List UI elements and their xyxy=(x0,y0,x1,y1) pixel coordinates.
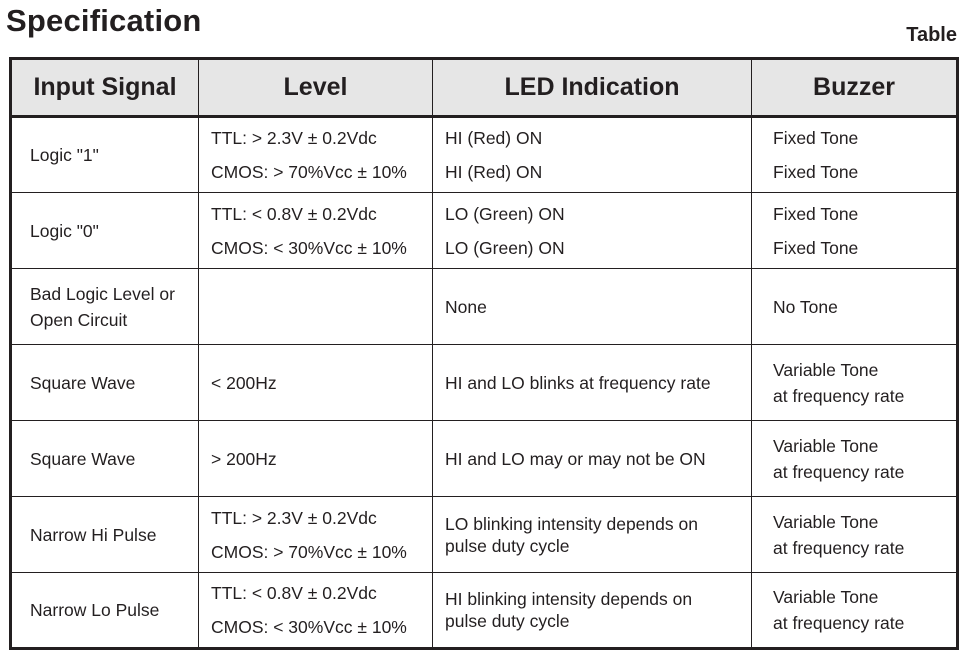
table-row xyxy=(11,573,958,649)
table-label: Table xyxy=(906,24,957,46)
led-line: pulse duty cycle xyxy=(445,535,570,556)
table-row xyxy=(11,117,958,193)
buzzer-line: Variable Tone xyxy=(773,359,879,380)
table-row xyxy=(11,193,958,269)
cell-led-indication xyxy=(433,193,752,269)
cell-led-indication: HI and LO blinks at frequency rate xyxy=(433,345,752,421)
cell-led-indication xyxy=(433,497,752,573)
cell-led-indication: HI and LO may or may not be ON xyxy=(433,421,752,497)
buzzer-line: Variable Tone xyxy=(773,587,879,607)
cell-input-signal: Square Wave xyxy=(11,345,199,421)
level-line: CMOS: > 70%Vcc ± 10% xyxy=(211,541,407,562)
cell-level xyxy=(199,497,433,573)
led-line: HI (Red) ON xyxy=(445,128,543,148)
level-line: TTL: > 2.3V ± 0.2Vdc xyxy=(211,507,377,528)
cell-level xyxy=(199,117,433,193)
cell-level xyxy=(199,573,433,649)
cell-level xyxy=(199,193,433,269)
cell-input-signal: Logic "0" xyxy=(11,193,199,269)
cell-buzzer xyxy=(752,497,958,573)
cell-input-signal: Square Wave xyxy=(11,421,199,497)
header-input-signal: Input Signal xyxy=(11,59,199,117)
cell-buzzer xyxy=(752,345,958,421)
page-title: Specification xyxy=(6,3,202,38)
led-line: LO (Green) ON xyxy=(445,203,565,224)
level-line: TTL: < 0.8V ± 0.2Vdc xyxy=(211,583,377,603)
buzzer-line: Fixed Tone xyxy=(773,162,859,182)
level-line: TTL: < 0.8V ± 0.2Vdc xyxy=(211,203,377,224)
led-line: pulse duty cycle xyxy=(445,611,570,631)
cell-input-signal: Narrow Lo Pulse xyxy=(11,573,199,649)
cell-input-signal: Narrow Hi Pulse xyxy=(11,497,199,573)
header-led-indication: LED Indication xyxy=(433,59,752,117)
buzzer-line: Variable Tone xyxy=(773,511,879,532)
header-row xyxy=(11,59,958,117)
header-level: Level xyxy=(199,59,433,117)
buzzer-line: Fixed Tone xyxy=(773,128,859,148)
cell-buzzer xyxy=(752,117,958,193)
cell-led-indication xyxy=(433,117,752,193)
buzzer-line: at frequency rate xyxy=(773,613,905,633)
buzzer-line: Fixed Tone xyxy=(773,237,859,258)
led-line: LO (Green) ON xyxy=(445,237,565,258)
level-line: CMOS: > 70%Vcc ± 10% xyxy=(211,162,407,182)
cell-level: > 200Hz xyxy=(199,421,433,497)
cell-buzzer xyxy=(752,573,958,649)
level-line: TTL: > 2.3V ± 0.2Vdc xyxy=(211,128,377,148)
signal-line: Open Circuit xyxy=(30,309,128,330)
cell-buzzer: No Tone xyxy=(752,269,958,345)
cell-level: < 200Hz xyxy=(199,345,433,421)
buzzer-line: at frequency rate xyxy=(773,385,905,406)
led-line: HI (Red) ON xyxy=(445,162,543,182)
buzzer-line: at frequency rate xyxy=(773,537,905,558)
led-line: HI blinking intensity depends on xyxy=(445,589,693,609)
buzzer-line: Variable Tone xyxy=(773,435,879,456)
table-row xyxy=(11,269,958,345)
cell-buzzer xyxy=(752,193,958,269)
buzzer-line: Fixed Tone xyxy=(773,203,859,224)
buzzer-line: at frequency rate xyxy=(773,461,905,482)
table-row xyxy=(11,497,958,573)
table-row xyxy=(11,345,958,421)
led-line: LO blinking intensity depends on xyxy=(445,513,698,534)
level-line: CMOS: < 30%Vcc ± 10% xyxy=(211,617,407,637)
cell-buzzer xyxy=(752,421,958,497)
cell-led-indication: None xyxy=(433,269,752,345)
level-line: CMOS: < 30%Vcc ± 10% xyxy=(211,237,407,258)
cell-led-indication xyxy=(433,573,752,649)
header-buzzer: Buzzer xyxy=(752,59,958,117)
cell-input-signal xyxy=(11,269,199,345)
cell-input-signal: Logic "1" xyxy=(11,117,199,193)
table-row xyxy=(11,421,958,497)
cell-level xyxy=(199,269,433,345)
signal-line: Bad Logic Level or xyxy=(30,283,175,304)
specification-table xyxy=(9,57,959,650)
